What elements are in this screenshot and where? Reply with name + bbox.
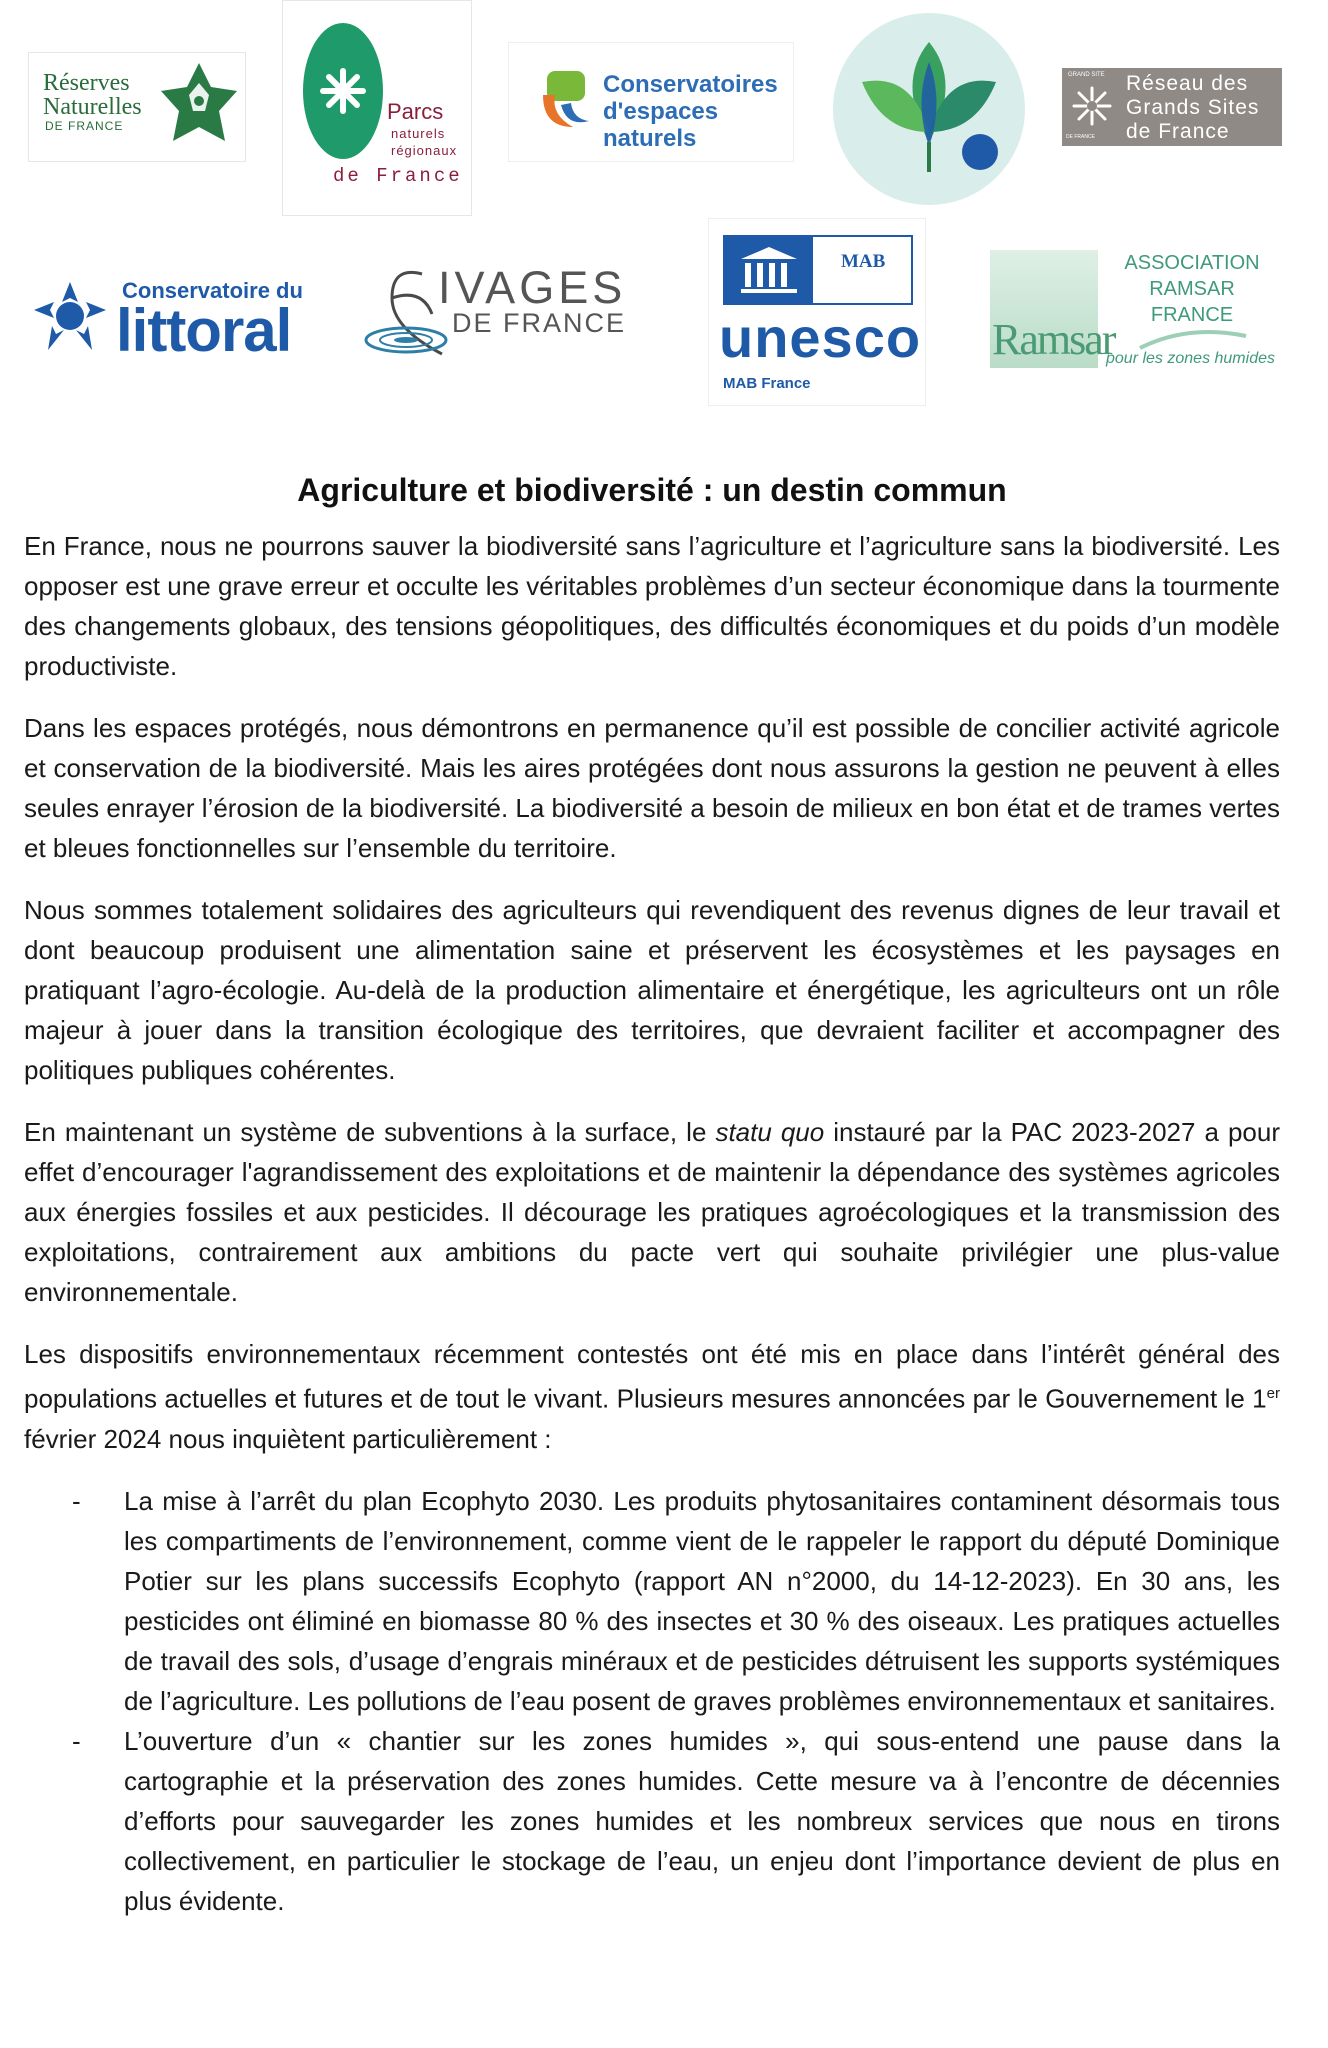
wave-swoosh-icon (1138, 328, 1248, 352)
parcs-naturels-logo (282, 0, 472, 216)
list-dash: - (72, 1485, 81, 1516)
reserves-naturelles-country: DE FRANCE (45, 119, 124, 133)
cen-emblem-icon (537, 65, 597, 135)
littoral-line2: littoral (116, 297, 292, 364)
star-emblem-icon (159, 61, 239, 153)
document-title: Agriculture et biodiversité : un destin commun (297, 472, 1007, 508)
paragraph-1: En France, nous ne pourrons sauver la biodiversité sans l’agriculture et l’agriculture sans la biodiversité. Les opposer est une grave erreur et occulte les véritables problèmes d’un secteur économique dans la tourmente des changements globaux, des tensions géopolitiques, des difficultés économiques et du poids d’un modèle productiviste. (24, 531, 1280, 681)
unesco-emblem-box (723, 235, 913, 305)
ramsar-name: ASSOCIATION RAMSAR FRANCE (1124, 252, 1260, 326)
parcs-line1: Parcs (387, 99, 444, 124)
reserves-naturelles-name: Réserves Naturelles (43, 70, 142, 120)
thistle-icon (30, 278, 110, 358)
association-ramsar-logo (988, 250, 1284, 372)
parcs-line2: naturels régionaux (391, 126, 458, 158)
rivages-de-france-logo (352, 258, 652, 368)
conservatoire-littoral-logo (30, 268, 320, 368)
measures-list (24, 1481, 1280, 1921)
parcs-line4: de France (333, 165, 463, 187)
ramsar-wordmark: Ramsar (992, 315, 1115, 364)
sunburst-icon (1068, 78, 1116, 134)
cen-name: Conservatoires d'espaces naturels (603, 71, 778, 152)
mab-label: MAB (841, 251, 886, 272)
leaf-circle-logo (832, 12, 1026, 206)
statu-quo-emphasis: statu quo (715, 1117, 825, 1147)
document-body (24, 470, 1280, 1921)
ramsar-tagline: pour les zones humides (1106, 350, 1275, 367)
partner-logos (0, 0, 1328, 410)
grands-sites-small-top: GRAND SITE (1068, 72, 1105, 78)
list-dash: - (72, 1725, 81, 1756)
unesco-sub: MAB France (723, 375, 811, 392)
paragraph-2: Dans les espaces protégés, nous démontrons en permanence qu’il est possible de concilier activité agricole et conservation de la biodiversité. Mais les aires protégées dont nous assurons la gestion ne peuvent à elles seules enrayer l’érosion de la biodiversité. La biodiversité a besoin de milieux en bon état et de trames vertes et bleues fonctionnelles sur l’ensemble du territoire. (24, 713, 1280, 863)
paragraph-5: Les dispositifs environnementaux récemment contestés ont été mis en place dans l’intérêt général des populations actuelles et futures et de tout le vivant. Plusieurs mesures annoncées par le Gouvernement le 1er février 2024 nous inquiètent particulièrement : (24, 1339, 1280, 1454)
reserves-naturelles-logo (28, 52, 246, 162)
conservatoires-espaces-naturels-logo (508, 42, 794, 162)
leaf-emblem-icon (832, 12, 1026, 206)
grands-sites-name: Réseau des Grands Sites de France (1126, 72, 1260, 143)
unesco-name: unesco (719, 306, 922, 369)
list-item: - La mise à l’arrêt du plan Ecophyto 2030. Les produits phytosanitaires contaminent désormais tous les compartiments de l’environnement, comme vient de le rappeler le rapport du député Dominique Potier sur les plans successifs Ecophyto (rapport AN n°2000, du 14-12-2023). En 30 ans, les pesticides ont éliminé en biomasse 80 % des insectes et 30 % des oiseaux. Les pratiques actuelles de travail des sols, d’usage d’engrais minéraux et de pesticides détruisent les supports systémiques de l’agriculture. Les pollutions de l’eau posent de graves problèmes environnementaux et sanitaires. (24, 1481, 1280, 1721)
rivages-line2: DE FRANCE (452, 308, 627, 338)
littoral-line1: Conservatoire du (122, 278, 303, 303)
rivages-line1: IVAGES (438, 262, 627, 313)
grands-sites-small-bottom: DE FRANCE (1066, 134, 1095, 140)
paragraph-4: En maintenant un système de subventions à la surface, le statu quo instauré par la PAC 2023-2027 a pour effet d’encourager l'agrandissement des exploitations et de maintenir la dépendance des systèmes agricoles aux énergies fossiles et aux pesticides. Il décourage les pratiques agroécologiques et la transmission des exploitations, contrairement aux ambitions du pacte vert qui souhaite privilégier une plus-value environnementale. (24, 1117, 1280, 1307)
parcs-leaf-icon (301, 21, 385, 161)
temple-icon (725, 237, 813, 303)
list-item: - L’ouverture d’un « chantier sur les zones humides », qui sous-entend une pause dans la cartographie et la préservation des zones humides. Cette mesure va à l’encontre de décennies d’efforts pour sauvegarder les zones humides et les nombreux services que nous en tirons collectivement, en particulier le stockage de l’eau, un enjeu dont l’importance devient de plus en plus évidente. (24, 1721, 1280, 1921)
unesco-mab-logo (708, 218, 926, 406)
grands-sites-logo (1062, 68, 1282, 146)
paragraph-3: Nous sommes totalement solidaires des agriculteurs qui revendiquent des revenus dignes de leur travail et dont beaucoup produisent une alimentation saine et préservent les écosystèmes et les paysages en pratiquant l’agro-écologie. Au-delà de la production alimentaire et énergétique, les agriculteurs ont un rôle majeur à jouer dans la transition écologique des territoires, que devraient faciliter et accompagner des politiques publiques cohérentes. (24, 895, 1280, 1085)
